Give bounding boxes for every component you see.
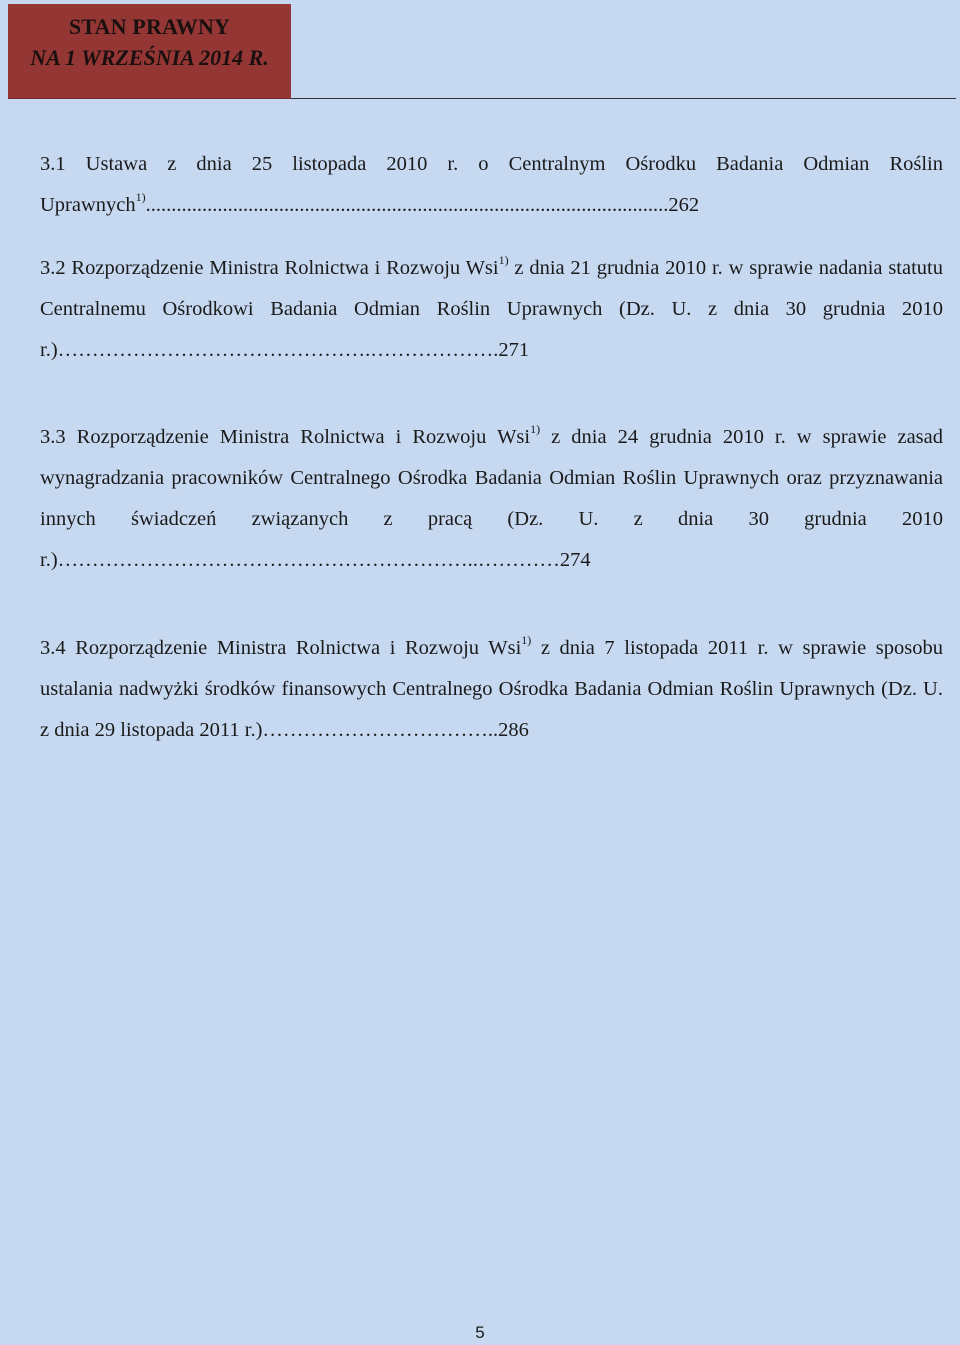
toc-leader: …………………………….. — [262, 719, 499, 741]
header-rule — [291, 98, 956, 99]
toc-entry-3-3[interactable] — [40, 417, 943, 581]
header-date: NA 1 WRZEŚNIA 2014 R. — [30, 45, 269, 70]
page-number: 5 — [475, 1323, 485, 1342]
toc-entry-title: 3.3 Rozporządzenie Ministra Rolnictwa i Rozwoju Wsi — [40, 426, 531, 448]
toc-leader: ……………………………………….………………. — [57, 339, 499, 361]
toc-entry-3-2[interactable] — [40, 248, 943, 371]
toc-page-number: 286 — [498, 719, 529, 741]
toc-entry-title-rest: z dnia 24 grudnia 2010 r. w sprawie zasad wynagradzania pracowników Centralnego Ośrodka Badania Odmian Roślin Uprawnych oraz przyznawania innych świadczeń związanych z pracą (Dz. U. z dnia 30 grudnia 2010 r.) — [40, 426, 943, 571]
toc-leader: ……………………………………………………..………… — [57, 549, 560, 571]
header-title: STAN PRAWNY — [68, 14, 231, 39]
toc-entry-title: 3.1 Ustawa z dnia 25 listopada 2010 r. o Centralnym Ośrodku Badania Odmian Roślin Uprawnych — [40, 153, 943, 216]
toc-page-number: 271 — [498, 339, 530, 361]
footnote-marker: 1) — [498, 253, 509, 268]
toc-page-number: 274 — [559, 549, 591, 571]
footnote-marker: 1) — [530, 422, 541, 437]
toc-entry-title: 3.4 Rozporządzenie Ministra Rolnictwa i Rozwoju Wsi — [40, 637, 522, 659]
toc-entry-3-1[interactable] — [40, 144, 943, 226]
footnote-marker: 1) — [135, 190, 146, 205]
toc-entry-3-4[interactable] — [40, 628, 943, 751]
toc-page-number: 262 — [668, 194, 700, 216]
toc-entry-title-rest: z dnia 21 grudnia 2010 r. w sprawie nadania statutu Centralnemu Ośrodkowi Badania Odmian Roślin Uprawnych (Dz. U. z dnia 30 grudnia 2010 r.) — [40, 257, 943, 361]
toc-entry-title-rest: z dnia 7 listopada 2011 r. w sprawie sposobu ustalania nadwyżki środków finansowych Centralnego Ośrodka Badania Odmian Roślin Uprawnych (Dz. U. z dnia 29 listopada 2011 r.) — [40, 637, 943, 741]
toc-leader: ...................................................................................................... — [145, 194, 669, 216]
footnote-marker: 1) — [521, 633, 532, 648]
toc-entry-title: 3.2 Rozporządzenie Ministra Rolnictwa i Rozwoju Wsi — [40, 257, 499, 279]
header-box — [8, 4, 291, 99]
